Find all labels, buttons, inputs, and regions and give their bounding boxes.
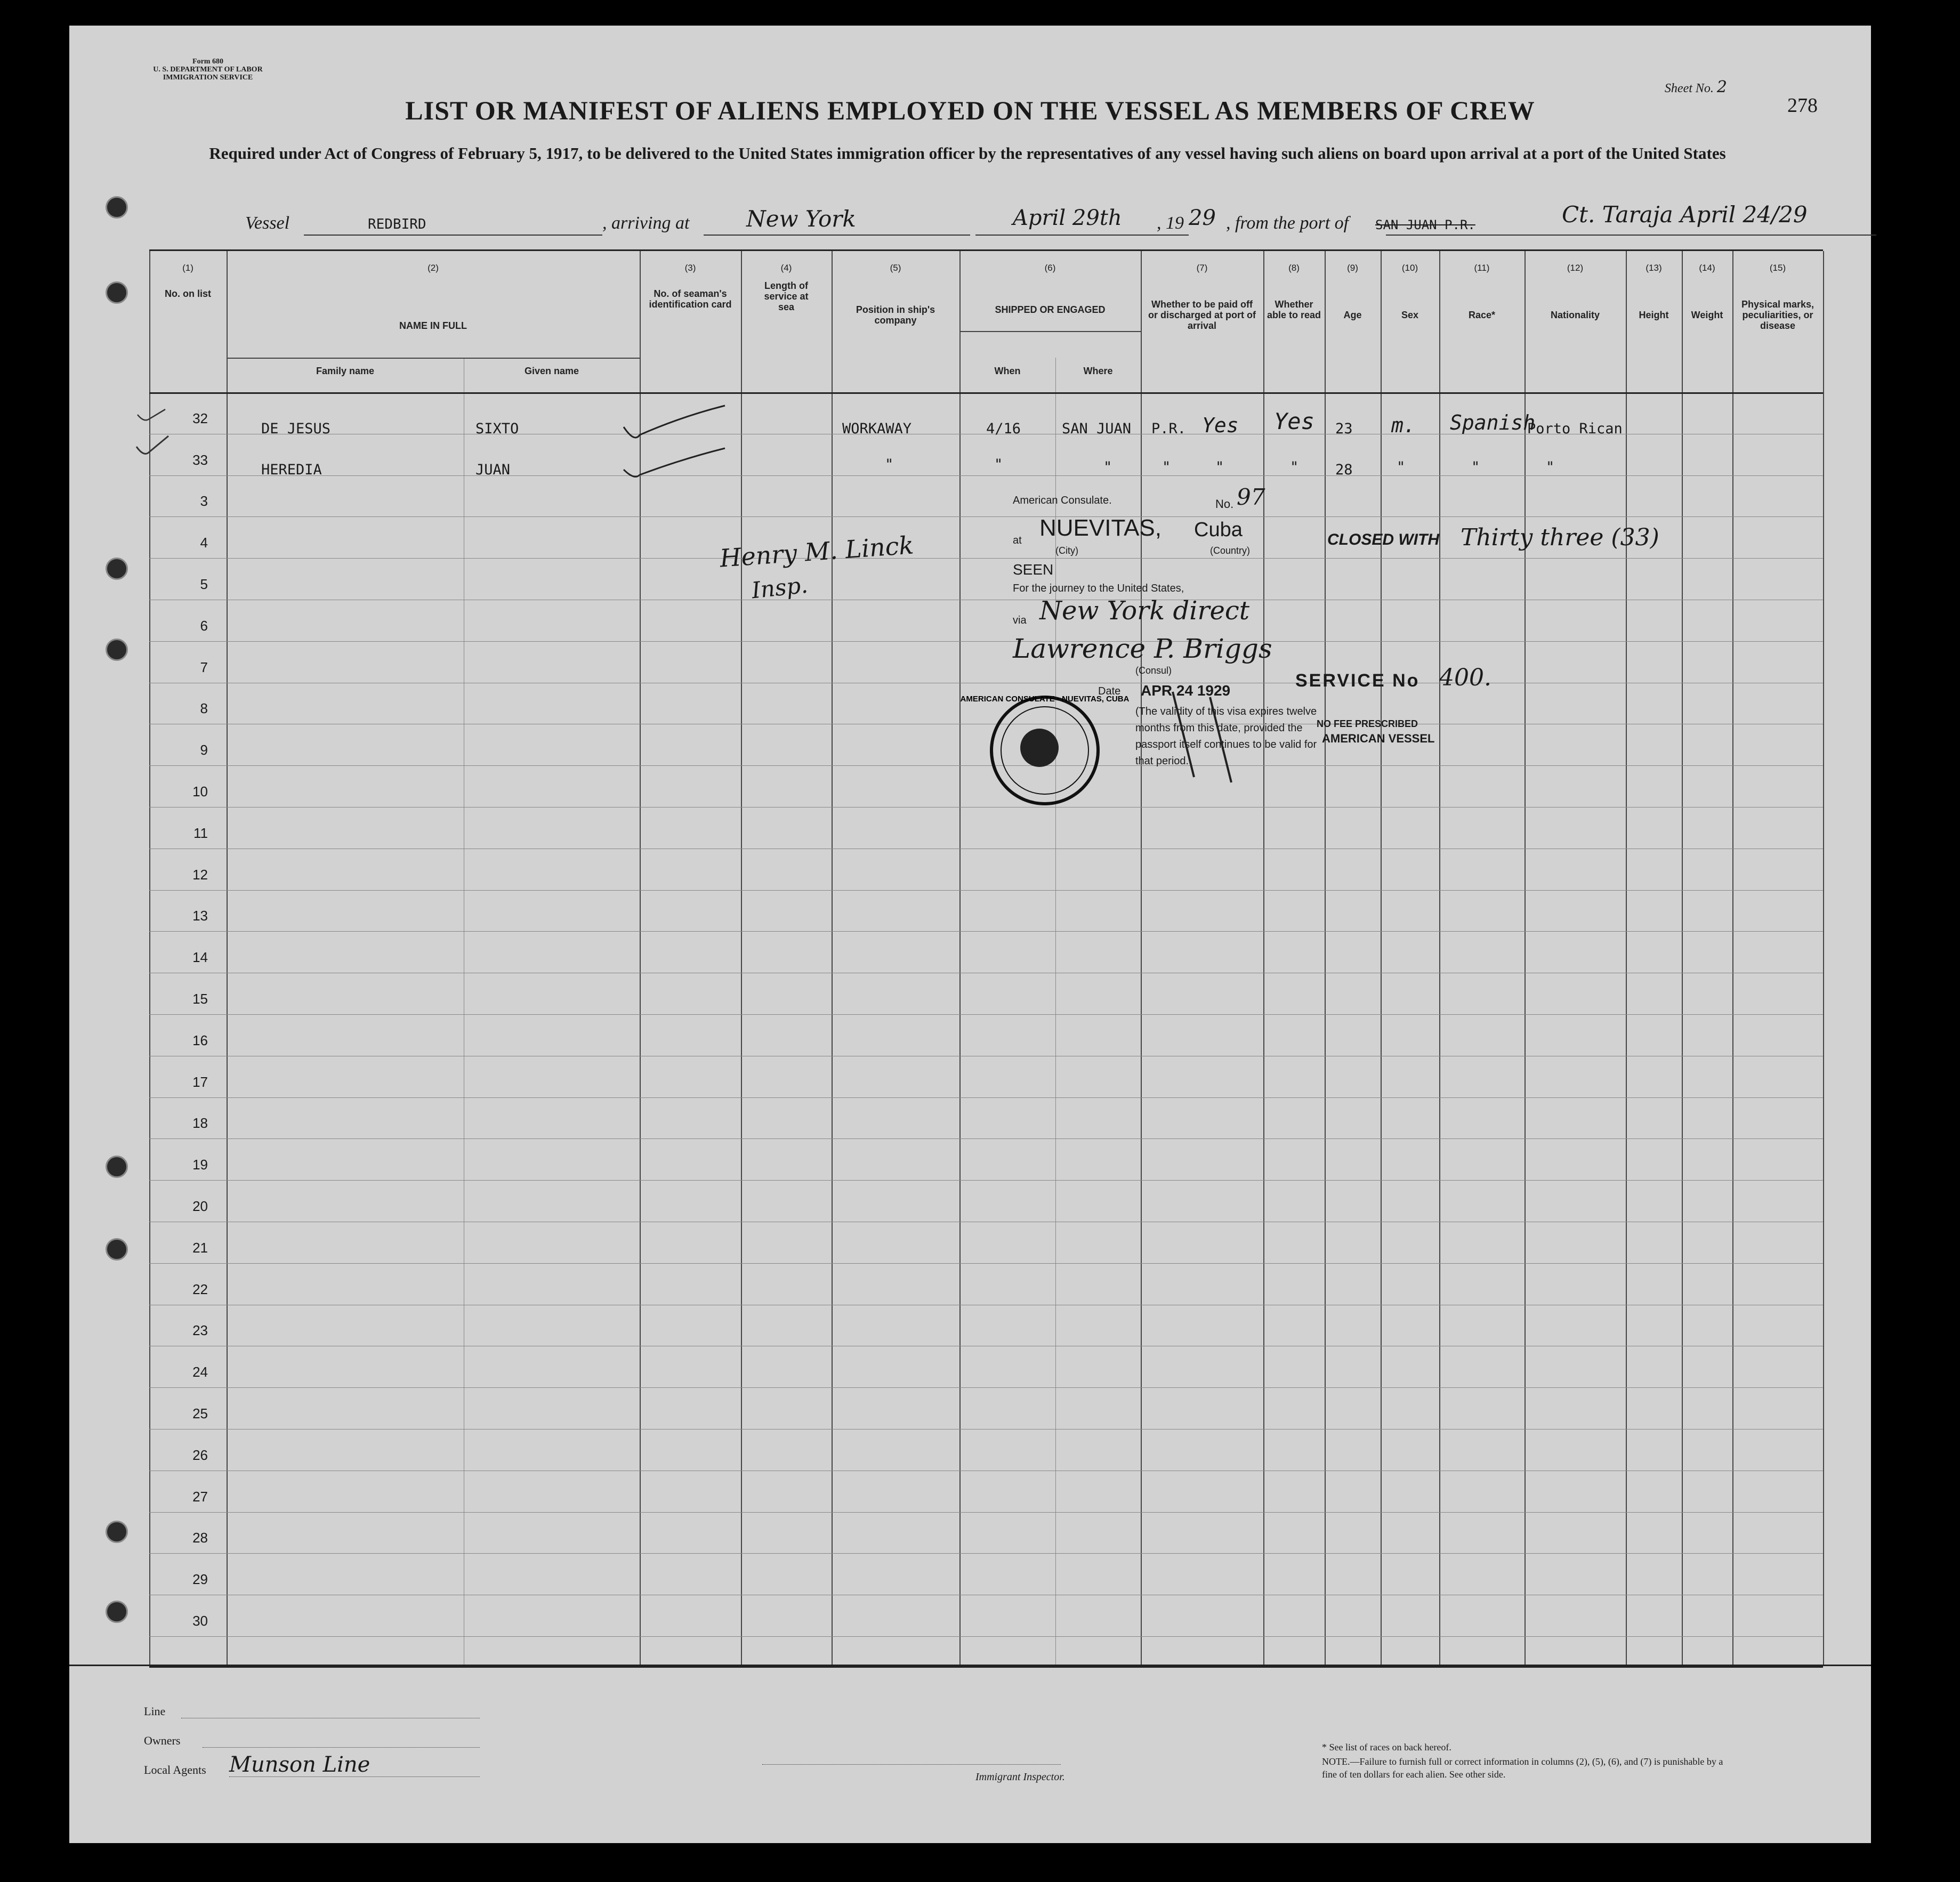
row-number: 30	[192, 1613, 208, 1629]
date-label: Date	[1098, 685, 1121, 697]
via-route: New York direct	[1039, 596, 1250, 626]
inspector-signature: Henry M. Linck	[719, 530, 915, 573]
manifest-subtitle: Required under Act of Congress of February 5, 1917, to be delivered to the United States immigration officer by the representatives of any vessel having such aliens on board upon arrival at a port of the United States	[209, 144, 1726, 163]
consulate-seal-icon	[960, 692, 1130, 809]
row-number: 27	[192, 1488, 208, 1505]
manifest-page	[69, 26, 1871, 1843]
col-num-5: (5)	[890, 263, 901, 273]
row-number: 8	[200, 700, 208, 717]
col-header-service-length: Length of service at sea	[764, 280, 809, 312]
row-number: 14	[192, 949, 208, 966]
entry-1-nationality: Porto Rican	[1527, 421, 1623, 437]
col-header-family-name: Family name	[316, 366, 375, 376]
american-vessel-stamp: AMERICAN VESSEL	[1322, 732, 1435, 745]
table-row	[149, 641, 1823, 642]
punch-hole	[106, 1156, 128, 1178]
row-number: 13	[192, 908, 208, 924]
row-number: 29	[192, 1571, 208, 1588]
entry-1-where-state: P.R.	[1151, 421, 1187, 437]
col-header-sex: Sex	[1401, 310, 1419, 320]
footer-divider	[69, 1665, 1871, 1666]
table-row	[149, 1138, 1823, 1139]
consulate-label: American Consulate.	[1013, 495, 1112, 506]
punch-hole	[106, 558, 128, 580]
immigrant-inspector-label: Immigrant Inspector.	[975, 1771, 1065, 1783]
col-header-where: Where	[1083, 366, 1113, 376]
row-number: 4	[200, 535, 208, 551]
row-number: 6	[200, 617, 208, 634]
row-number: 11	[193, 825, 208, 841]
visa-validity-note: (The validity of this visa expires twelve months from this date, provided the passport itself continues to be valid for that period.	[1135, 706, 1317, 767]
entry-1-race: Spanish	[1450, 411, 1536, 434]
consulate-no-label: No.	[1215, 497, 1234, 511]
col-num-1: (1)	[182, 263, 193, 273]
entry-2-family: HEREDIA	[261, 462, 322, 478]
entry-2-age: 28	[1335, 462, 1353, 478]
punch-hole	[106, 1521, 128, 1543]
table-row	[149, 1387, 1823, 1388]
punch-hole	[106, 1238, 128, 1261]
row-number: 10	[192, 784, 208, 799]
checkmark-icon	[618, 395, 757, 480]
col-num-8: (8)	[1288, 263, 1300, 273]
entry-1-paid-off: Yes	[1202, 414, 1239, 437]
sheet-value: 2	[1716, 78, 1727, 96]
table-row	[149, 1512, 1823, 1513]
col-header-able-to-read: Whether able to read	[1267, 299, 1321, 320]
row-number: 28	[192, 1530, 208, 1546]
row-number: 23	[192, 1322, 208, 1339]
via-label: via	[1013, 615, 1027, 626]
closed-with-stamp: CLOSED WITH	[1327, 531, 1439, 548]
visa-strike-marks	[1162, 681, 1237, 788]
entry-2-sex: "	[1397, 459, 1406, 475]
service-label: SERVICE No	[1295, 671, 1420, 691]
table-row	[149, 1636, 1823, 1637]
service-number: 400.	[1439, 664, 1491, 691]
row-number: 21	[192, 1239, 208, 1256]
row-number: 9	[200, 742, 208, 758]
consul-caption: (Consul)	[1135, 665, 1172, 676]
entry-2-read: "	[1290, 459, 1299, 475]
punch-hole	[106, 196, 128, 219]
entry-2-nationality: "	[1546, 459, 1555, 475]
col-header-age: Age	[1343, 310, 1362, 320]
col-header-nationality: Nationality	[1550, 310, 1600, 320]
row-number: 16	[192, 1032, 208, 1048]
journey-text: For the journey to the United States,	[1013, 583, 1184, 594]
row-number: 7	[200, 659, 208, 675]
from-port-label: , from the port of	[1226, 213, 1349, 233]
table-row	[149, 558, 1823, 559]
margin-checkmark-icon	[133, 399, 176, 463]
entry-2-where-state: "	[1162, 459, 1171, 475]
manifest-title: LIST OR MANIFEST OF ALIENS EMPLOYED ON THE VESSEL AS MEMBERS OF CREW	[405, 95, 1535, 125]
entry-1-family: DE JESUS	[261, 421, 331, 437]
entry-1-read: Yes	[1274, 408, 1314, 434]
sheet-number	[1665, 78, 1727, 96]
col-header-physical-marks: Physical marks, peculiarities, or disease	[1741, 299, 1814, 331]
col-num-10: (10)	[1401, 263, 1418, 273]
entry-2-position: "	[885, 456, 894, 473]
table-row	[149, 890, 1823, 891]
row-number: 3	[200, 493, 208, 510]
consulate-country: Cuba	[1194, 519, 1243, 541]
punch-hole	[106, 1601, 128, 1623]
table-row	[149, 1553, 1823, 1554]
table-row	[149, 1014, 1823, 1015]
entry-2-where: "	[1103, 459, 1112, 475]
col-header-position: Position in ship's company	[856, 304, 935, 326]
col-header-name: NAME IN FULL	[399, 320, 467, 331]
col-header-given-name: Given name	[524, 366, 579, 376]
row-number: 20	[192, 1198, 208, 1214]
footer-line-label: Line	[144, 1705, 166, 1718]
col-num-14: (14)	[1699, 263, 1715, 273]
page-number: 278	[1787, 94, 1818, 117]
col-header-paid-off: Whether to be paid off or discharged at port of arrival	[1148, 299, 1256, 331]
row-number: 18	[192, 1115, 208, 1132]
entry-2-given: JUAN	[475, 462, 511, 478]
table-row	[149, 475, 1823, 476]
col-header-shipped: SHIPPED OR ENGAGED	[995, 304, 1106, 315]
row-number: 5	[200, 576, 208, 592]
footer-agents-value: Munson Line	[229, 1752, 370, 1777]
col-num-12: (12)	[1567, 263, 1584, 273]
col-num-13: (13)	[1646, 263, 1662, 273]
entry-1-sex: m.	[1391, 414, 1416, 437]
year-prefix: , 19	[1157, 213, 1184, 233]
seen-label: SEEN	[1013, 561, 1054, 578]
row-number: 19	[192, 1157, 208, 1173]
form-id: Form 680 U. S. DEPARTMENT OF LABOR IMMIGRATION SERVICE	[153, 58, 263, 82]
arriving-port: New York	[746, 206, 856, 232]
col-header-weight: Weight	[1691, 310, 1723, 320]
arrival-year: 29	[1189, 206, 1216, 230]
consul-signature: Lawrence P. Briggs	[1013, 633, 1272, 664]
no-fee-stamp: NO FEE PRESCRIBED	[1317, 718, 1418, 729]
row-number: 17	[192, 1073, 208, 1090]
entry-1-where: SAN JUAN	[1062, 421, 1132, 437]
consulate-number: 97	[1237, 484, 1265, 510]
entry-1-position: WORKAWAY	[842, 421, 912, 437]
entry-2-race: "	[1471, 459, 1480, 475]
arriving-label: , arriving at	[602, 213, 690, 233]
footer-agents-label: Local Agents	[144, 1763, 206, 1776]
visa-date: APR 24 1929	[1141, 682, 1231, 699]
vessel-label: Vessel	[245, 213, 290, 233]
from-port-struck: SAN JUAN P.R.	[1375, 217, 1475, 232]
row-number: 32	[192, 410, 208, 426]
col-header-no-on-list: No. on list	[165, 288, 211, 299]
table-row	[149, 516, 1823, 517]
row-number: 12	[192, 866, 208, 883]
consulate-city: NUEVITAS,	[1039, 515, 1162, 541]
col-header-height: Height	[1639, 310, 1669, 320]
entry-1-age: 23	[1335, 421, 1353, 437]
row-number: 33	[192, 451, 208, 468]
table-row	[149, 931, 1823, 932]
row-number: 25	[192, 1406, 208, 1421]
inspector-title: Insp.	[750, 571, 809, 604]
table-row	[149, 1097, 1823, 1098]
col-num-15: (15)	[1769, 263, 1786, 273]
entry-2-when: "	[994, 456, 1003, 473]
country-caption: (Country)	[1210, 545, 1251, 556]
col-num-2: (2)	[428, 263, 439, 273]
row-number: 15	[192, 991, 208, 1007]
at-label: at	[1013, 535, 1022, 546]
col-num-11: (11)	[1474, 263, 1490, 273]
closed-with-count: Thirty three (33)	[1461, 524, 1659, 551]
col-header-race: Race*	[1468, 310, 1496, 320]
row-number: 26	[192, 1447, 208, 1463]
crew-manifest-table	[149, 249, 1823, 1668]
table-row	[149, 1263, 1823, 1264]
seal-text: AMERICAN CONSULATE · NUEVITAS, CUBA	[960, 694, 1130, 704]
col-header-id-card: No. of seaman's identification card	[649, 288, 732, 310]
col-num-9: (9)	[1347, 263, 1358, 273]
row-number: 22	[192, 1281, 208, 1297]
col-header-when: When	[994, 366, 1021, 376]
race-note: * See list of races on back hereof.	[1322, 1742, 1451, 1752]
sheet-label: Sheet No.	[1664, 82, 1714, 95]
row-number: 24	[192, 1364, 208, 1380]
footer-owners-label: Owners	[144, 1734, 181, 1747]
arrival-date: April 29th	[1013, 206, 1122, 230]
col-num-4: (4)	[780, 263, 792, 273]
col-num-3: (3)	[684, 263, 696, 273]
city-caption: (City)	[1055, 545, 1078, 556]
table-row	[149, 1180, 1823, 1181]
punch-hole	[106, 639, 128, 661]
entry-2-paid-off: "	[1215, 459, 1224, 475]
from-port-handwritten: Ct. Taraja April 24/29	[1562, 201, 1808, 228]
vessel-name: REDBIRD	[368, 216, 426, 232]
col-num-6: (6)	[1044, 263, 1056, 273]
punch-hole	[106, 281, 128, 304]
penalty-note: NOTE.—Failure to furnish full or correct information in columns (2), (5), (6), and (7) is punishable by a fine of ten dollars for each alien. See other side.	[1322, 1756, 1723, 1780]
col-num-7: (7)	[1196, 263, 1208, 273]
entry-1-given: SIXTO	[475, 421, 519, 437]
entry-1-when: 4/16	[986, 421, 1021, 437]
